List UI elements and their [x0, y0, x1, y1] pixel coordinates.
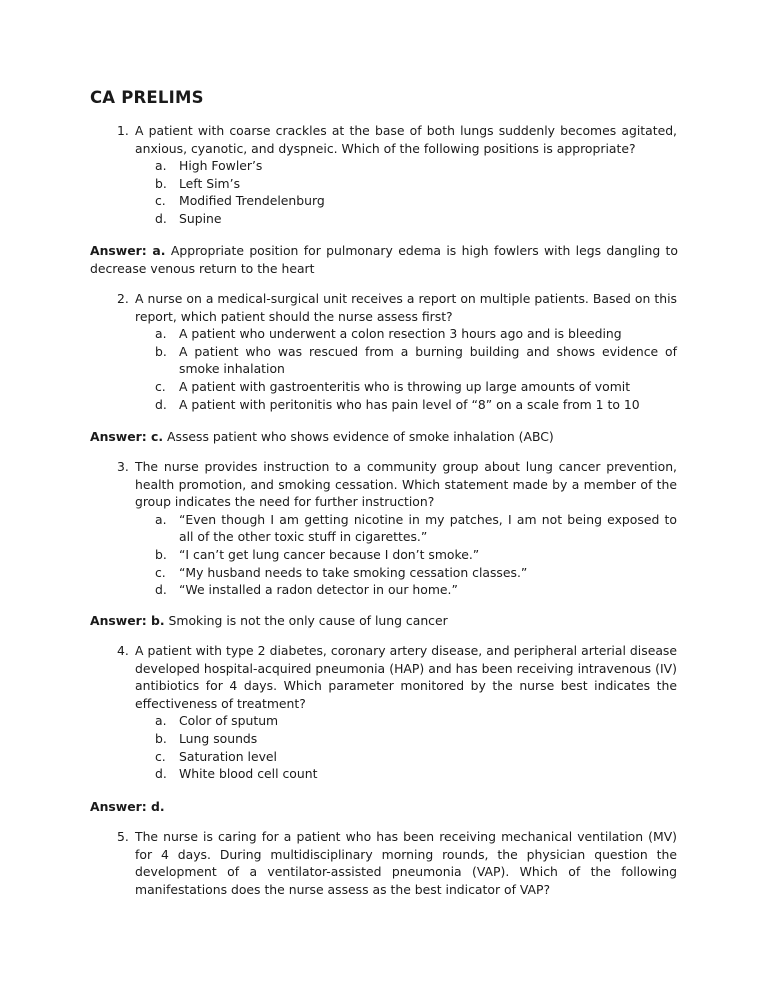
answer-text: Appropriate position for pulmonary edema is high fowlers with legs dangling to decrease venous return to the heart: [90, 243, 678, 276]
answer-label: Answer: c.: [90, 429, 164, 444]
question-number: 3.: [117, 459, 129, 474]
answer-label: Answer: a.: [90, 243, 166, 258]
options-list: [155, 325, 677, 413]
option-a: a. Color of sputum: [155, 713, 279, 729]
option-b: b. “I can’t get lung cancer because I don’t smoke.”: [155, 546, 480, 562]
option-d: d. “We installed a radon detector in our home.”: [155, 582, 458, 598]
question-number: 5.: [117, 829, 129, 844]
option-a: a. “Even though I am getting nicotine in my patches, I am not being exposed to all of the other toxic stuff in cigarettes.”: [155, 511, 677, 545]
question-1: [117, 122, 677, 228]
question-text: A patient with coarse crackles at the base of both lungs suddenly becomes agitated, anxious, cyanotic, and dyspneic. Which of the following positions is appropriate?: [135, 123, 677, 156]
question-number: 1.: [117, 123, 129, 138]
question-3: [117, 458, 677, 599]
options-list: [155, 157, 677, 227]
option-b: b. Left Sim’s: [155, 175, 241, 191]
question-text: The nurse provides instruction to a community group about lung cancer prevention, health promotion, and smoking cessation. Which statement made by a member of the group indicates the need for further instruction?: [135, 459, 677, 510]
option-d: d. Supine: [155, 210, 222, 226]
question-4: [117, 642, 677, 783]
answer-2: [90, 428, 678, 446]
question-text: The nurse is caring for a patient who has been receiving mechanical ventilation (MV) for 4 days. During multidisciplinary morning rounds, the physician question the development of a ventilator-assisted pneumonia (VAP). Which of the following manifestations does the nurse assess as the best indicator of VAP?: [135, 829, 677, 897]
answer-text: Assess patient who shows evidence of smoke inhalation (ABC): [163, 429, 554, 444]
answer-label: Answer: d.: [90, 799, 165, 814]
option-d: d. White blood cell count: [155, 766, 318, 782]
option-a: a. A patient who underwent a colon resection 3 hours ago and is bleeding: [155, 326, 622, 342]
question-text: A patient with type 2 diabetes, coronary artery disease, and peripheral arterial disease developed hospital-acquired pneumonia (HAP) and has been receiving intravenous (IV) antibiotics for 4 days. Which parameter monitored by the nurse best indicates the effectiveness of treatment?: [135, 643, 677, 711]
option-b: b. Lung sounds: [155, 730, 258, 746]
option-b: b. A patient who was rescued from a burning building and shows evidence of smoke inhalation: [155, 343, 677, 377]
option-c: c. Modified Trendelenburg: [155, 193, 325, 209]
question-text: A nurse on a medical-surgical unit receives a report on multiple patients. Based on this report, which patient should the nurse assess first?: [135, 291, 677, 324]
question-5: [117, 828, 677, 898]
question-number: 2.: [117, 291, 129, 306]
option-d: d. A patient with peritonitis who has pain level of “8” on a scale from 1 to 10: [155, 396, 640, 412]
option-c: c. A patient with gastroenteritis who is throwing up large amounts of vomit: [155, 378, 631, 394]
options-list: [155, 712, 677, 782]
question-2: [117, 290, 677, 413]
question-number: 4.: [117, 643, 129, 658]
answer-text: Smoking is not the only cause of lung cancer: [164, 613, 448, 628]
options-list: [155, 511, 677, 599]
option-c: c. Saturation level: [155, 748, 277, 764]
option-c: c. “My husband needs to take smoking cessation classes.”: [155, 564, 528, 580]
answer-1: [90, 242, 678, 277]
page-title: CA PRELIMS: [90, 88, 204, 107]
answer-label: Answer: b.: [90, 613, 165, 628]
answer-4: [90, 798, 678, 816]
answer-3: [90, 612, 678, 630]
option-a: a. High Fowler’s: [155, 158, 263, 174]
